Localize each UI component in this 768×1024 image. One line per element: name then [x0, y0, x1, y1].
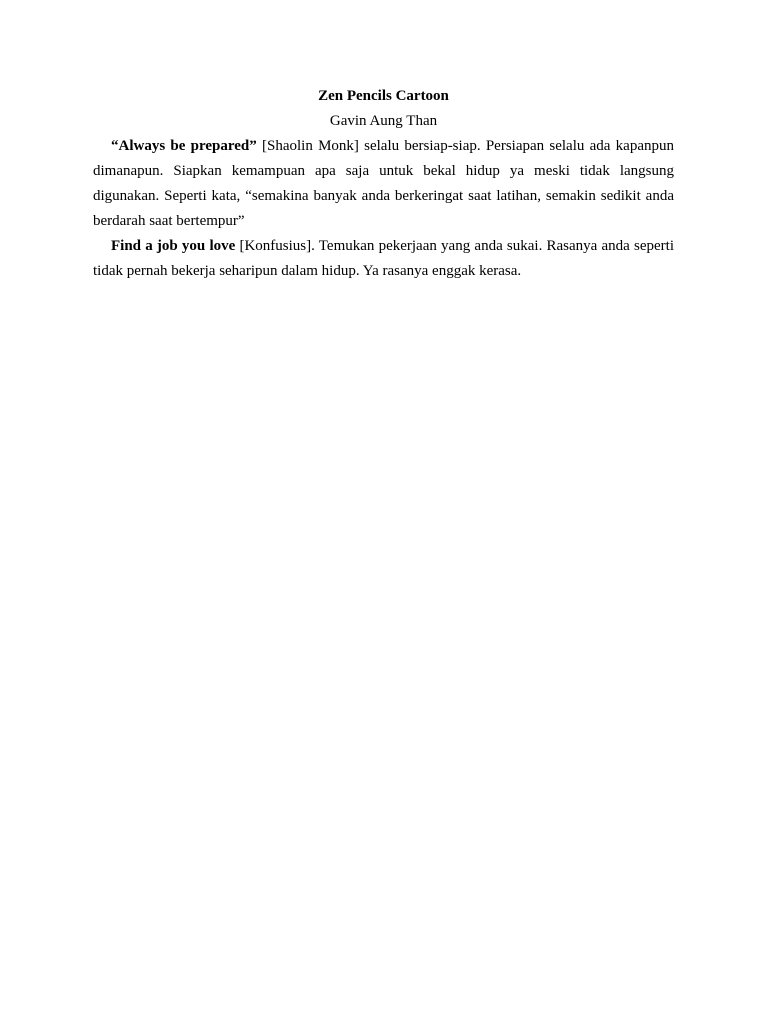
document-body — [93, 84, 674, 284]
paragraph-always-be-prepared — [93, 134, 674, 234]
paragraph-lead: “Always be prepared” — [111, 138, 257, 154]
paragraph-lead: Find a job you love — [111, 238, 236, 254]
paragraph-find-a-job — [93, 234, 674, 284]
paragraph-body: [Shaolin Monk] selalu bersiap-siap. Persiapan selalu ada kapanpun dimanapun. Siapkan kemampuan apa saja untuk bekal hidup ya meski tidak langsung digunakan. Seperti kata, “semakina banyak anda berkeringat saat latihan, semakin sedikit anda berdarah saat bertempur” — [93, 138, 674, 229]
paragraph-body: [Konfusius]. Temukan pekerjaan yang anda sukai. Rasanya anda seperti tidak pernah bekerja seharipun dalam hidup. Ya rasanya enggak kerasa. — [93, 238, 674, 279]
document-author: Gavin Aung Than — [329, 113, 438, 129]
document-title: Zen Pencils Cartoon — [318, 88, 449, 104]
